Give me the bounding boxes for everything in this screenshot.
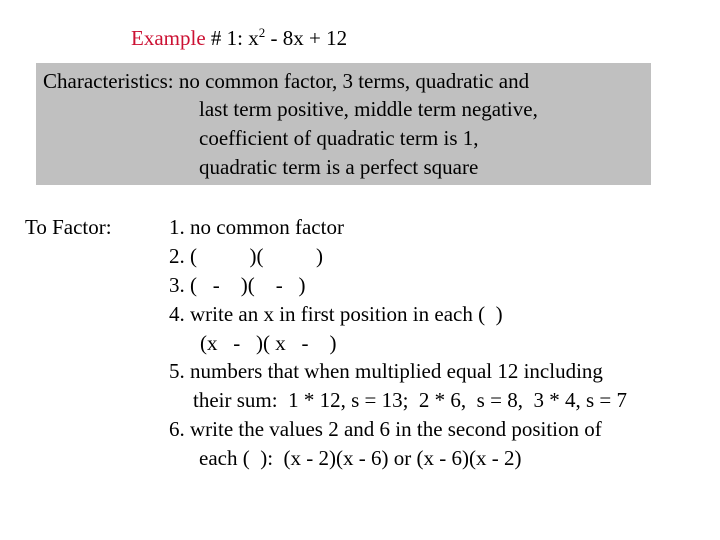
step-6: 6. write the values 2 and 6 in the second position of (169, 417, 602, 441)
characteristics-box (36, 63, 651, 185)
example-title (131, 24, 347, 52)
to-factor-label: To Factor: (25, 215, 112, 239)
step-6-continued: each ( ): (x - 2)(x - 6) or (x - 6)(x - 2) (199, 446, 522, 470)
characteristics-line-1: Characteristics: no common factor, 3 terms, quadratic and (43, 69, 530, 93)
step-5: 5. numbers that when multiplied equal 12 including (169, 359, 603, 383)
exponent: 2 (258, 25, 266, 40)
example-number: # 1: x (205, 26, 259, 50)
step-3: 3. ( - )( - ) (169, 273, 306, 297)
example-label: Example (131, 26, 206, 50)
step-4-example: (x - )( x - ) (200, 331, 337, 355)
step-1: 1. no common factor (169, 215, 344, 239)
characteristics-line-2: last term positive, middle term negative, (199, 97, 538, 121)
step-5-continued: their sum: 1 * 12, s = 13; 2 * 6, s = 8, 3 * 4, s = 7 (193, 388, 627, 412)
expression-rest: - 8x + 12 (265, 26, 348, 50)
characteristics-line-4: quadratic term is a perfect square (199, 155, 479, 179)
step-4: 4. write an x in first position in each ( ) (169, 302, 503, 326)
step-2: 2. ( )( ) (169, 244, 323, 268)
characteristics-line-3: coefficient of quadratic term is 1, (199, 126, 479, 150)
